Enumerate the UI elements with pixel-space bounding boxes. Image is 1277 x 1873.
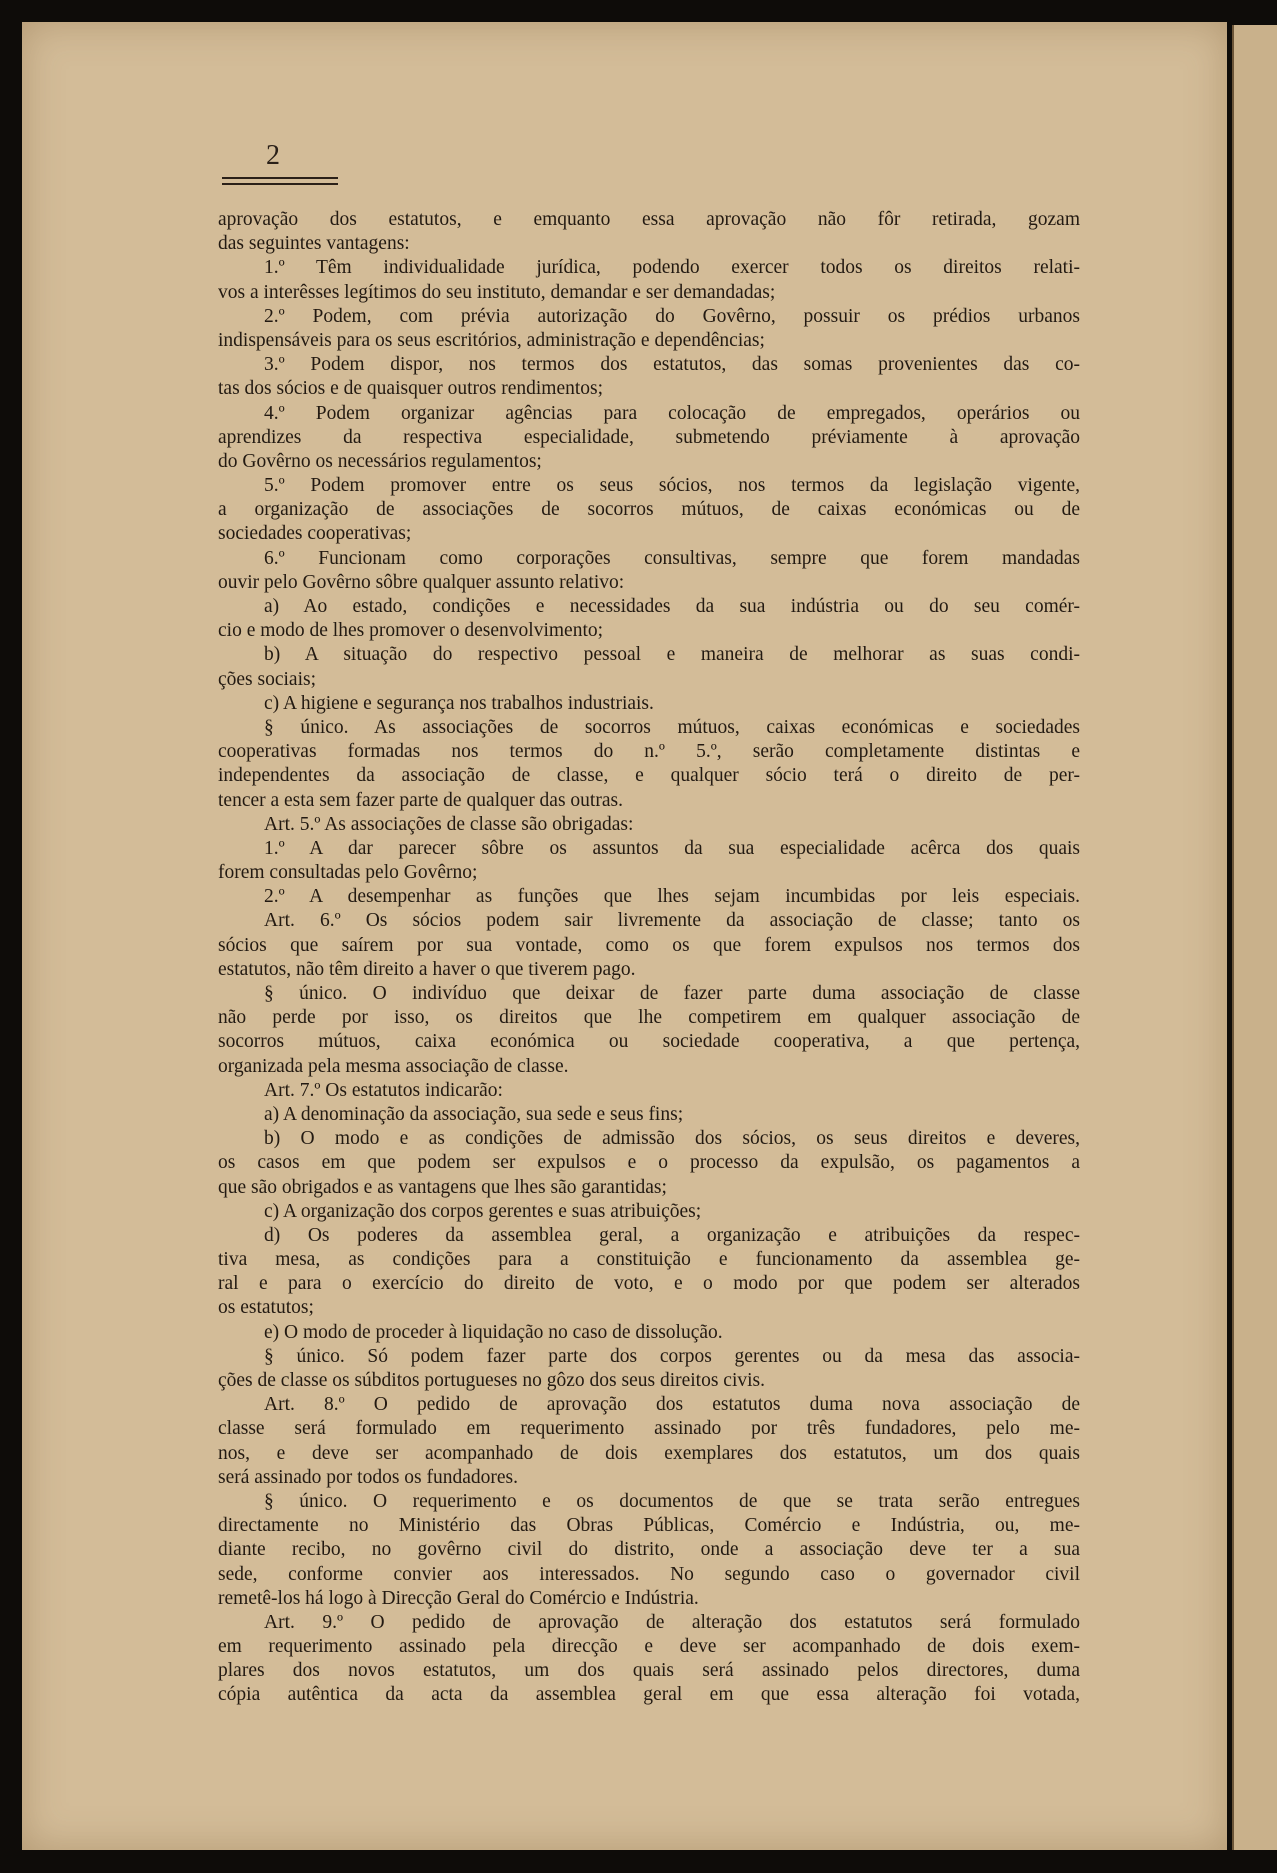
text-line: sociedades cooperativas; xyxy=(218,523,412,545)
header-rule xyxy=(222,177,338,179)
text-line: tas dos sócios e de quaisquer outros rendimentos; xyxy=(218,378,604,400)
text-line: directamente no Ministério das Obras Públicas, Comércio e Indústria, ou, me- xyxy=(218,1515,1080,1537)
text-line: aprovação dos estatutos, e emquanto essa aprovação não fôr retirada, gozam xyxy=(218,209,1080,230)
text-line: 1.º Têm individualidade jurídica, podendo exercer todos os direitos relati- xyxy=(264,257,1080,279)
text-line: das seguintes vantagens: xyxy=(218,233,410,255)
text-line: aprendizes da respectiva especialidade, submetendo préviamente à aprovação xyxy=(218,426,1080,448)
text-line: vos a interêsses legítimos do seu instituto, demandar e ser demandadas; xyxy=(218,281,776,303)
text-line: Art. 5.º As associações de classe são obrigadas: xyxy=(264,813,634,835)
text-line: Art. 8.º O pedido de aprovação dos estatutos duma nova associação de xyxy=(264,1394,1080,1416)
text-line: os estatutos; xyxy=(218,1297,314,1319)
adjacent-page-edge xyxy=(1232,25,1277,1850)
text-line: Art. 9.º O pedido de aprovação de alteração dos estatutos será formulado xyxy=(264,1611,1080,1633)
text-line: cópia autêntica da acta da assemblea geral em que essa alteração foi votada, xyxy=(218,1684,1080,1706)
text-line: indispensáveis para os seus escritórios, administração e dependências; xyxy=(218,329,765,351)
text-line: ral e para o exercício do direito de voto, e o modo por que podem ser alterados xyxy=(218,1273,1080,1295)
text-line: a) A denominação da associação, sua sede e seus fins; xyxy=(264,1103,684,1125)
text-line: § único. O requerimento e os documentos de que se trata serão entregues xyxy=(264,1490,1080,1512)
text-line: 3.º Podem dispor, nos termos dos estatutos, das somas provenientes das co- xyxy=(264,354,1080,376)
text-line: § único. Só podem fazer parte dos corpos gerentes ou da mesa das associa- xyxy=(264,1345,1080,1367)
text-line: diante recibo, no govêrno civil do distrito, onde a associação deve ter a sua xyxy=(218,1539,1080,1561)
text-line: socorros mútuos, caixa económica ou sociedade cooperativa, a que pertença, xyxy=(218,1031,1080,1053)
text-line: 6.º Funcionam como corporações consultivas, sempre que forem mandadas xyxy=(264,547,1080,569)
text-line: sócios que saírem por sua vontade, como os que forem expulsos nos termos dos xyxy=(218,934,1080,956)
text-line: a) Ao estado, condições e necessidades da sua indústria ou do seu comér- xyxy=(264,596,1080,617)
text-line: que são obrigados e as vantagens que lhes são garantidas; xyxy=(218,1176,667,1198)
text-line: 4.º Podem organizar agências para colocação de empregados, operários ou xyxy=(264,402,1080,424)
text-line: os casos em que podem ser expulsos e o processo da expulsão, os pagamentos a xyxy=(218,1152,1080,1174)
text-line: sede, conforme convier aos interessados. No segundo caso o governador civil xyxy=(218,1563,1080,1585)
text-line: não perde por isso, os direitos que lhe competirem em qualquer associação de xyxy=(218,1007,1080,1029)
body-text xyxy=(218,208,1080,1708)
header-rule xyxy=(222,183,338,185)
text-line: plares dos novos estatutos, um dos quais será assinado pelos directores, duma xyxy=(218,1660,1080,1682)
text-line: § único. O indivíduo que deixar de fazer parte duma associação de classe xyxy=(264,983,1080,1004)
text-line: tiva mesa, as condições para a constituição e funcionamento da assemblea ge- xyxy=(218,1249,1080,1271)
text-line: classe será formulado em requerimento assinado por três fundadores, pelo me- xyxy=(218,1418,1080,1440)
text-line: estatutos, não têm direito a haver o que tiverem pago. xyxy=(218,958,636,980)
text-line: 2.º A desempenhar as funções que lhes sejam incumbidas por leis especiais. xyxy=(264,886,1080,908)
text-line: será assinado por todos os fundadores. xyxy=(218,1466,519,1488)
text-line: Art. 7.º Os estatutos indicarão: xyxy=(264,1079,503,1101)
text-line: 2.º Podem, com prévia autorização do Govêrno, possuir os prédios urbanos xyxy=(264,305,1080,327)
text-line: 5.º Podem promover entre os seus sócios, nos termos da legislação vigente, xyxy=(264,475,1080,497)
text-line: independentes da associação de classe, e qualquer sócio terá o direito de per- xyxy=(218,765,1080,787)
text-line: tencer a esta sem fazer parte de qualquer das outras. xyxy=(218,789,623,811)
text-line: nos, e deve ser acompanhado de dois exemplares dos estatutos, um dos quais xyxy=(218,1442,1080,1464)
text-line: Art. 6.º Os sócios podem sair livremente da associação de classe; tanto os xyxy=(264,910,1080,932)
text-line: b) O modo e as condições de admissão dos sócios, os seus direitos e deveres, xyxy=(264,1128,1080,1150)
text-line: ções de classe os súbditos portugueses no gôzo dos seus direitos civis. xyxy=(218,1370,766,1391)
text-line: remetê-los há logo à Direcção Geral do Comércio e Indústria. xyxy=(218,1587,699,1609)
text-line: 1.º A dar parecer sôbre os assuntos da sua especialidade acêrca dos quais xyxy=(264,837,1080,859)
text-line: § único. As associações de socorros mútuos, caixas económicas e sociedades xyxy=(264,716,1080,738)
text-line: cooperativas formadas nos termos do n.º 5.º, serão completamente distintas e xyxy=(218,741,1080,763)
text-line: d) Os poderes da assemblea geral, a organização e atribuições da respec- xyxy=(264,1224,1080,1246)
text-line: e) O modo de proceder à liquidação no caso de dissolução. xyxy=(264,1321,723,1343)
text-line: ções sociais; xyxy=(218,668,317,690)
text-line: em requerimento assinado pela direcção e deve ser acompanhado de dois exem- xyxy=(218,1636,1080,1658)
text-line: b) A situação do respectivo pessoal e maneira de melhorar as suas condi- xyxy=(264,644,1080,666)
text-line: cio e modo de lhes promover o desenvolvimento; xyxy=(218,620,604,642)
text-line: c) A higiene e segurança nos trabalhos industriais. xyxy=(264,692,654,714)
text-line: do Govêrno os necessários regulamentos; xyxy=(218,450,542,472)
text-line: ouvir pelo Govêrno sôbre qualquer assunto relativo: xyxy=(218,571,625,593)
text-line: a organização de associações de socorros mútuos, de caixas económicas ou de xyxy=(218,499,1080,521)
text-line: organizada pela mesma associação de classe. xyxy=(218,1055,569,1077)
page-number: 2 xyxy=(266,140,280,171)
text-line: c) A organização dos corpos gerentes e suas atribuições; xyxy=(264,1200,702,1222)
text-line: forem consultadas pelo Govêrno; xyxy=(218,862,478,884)
